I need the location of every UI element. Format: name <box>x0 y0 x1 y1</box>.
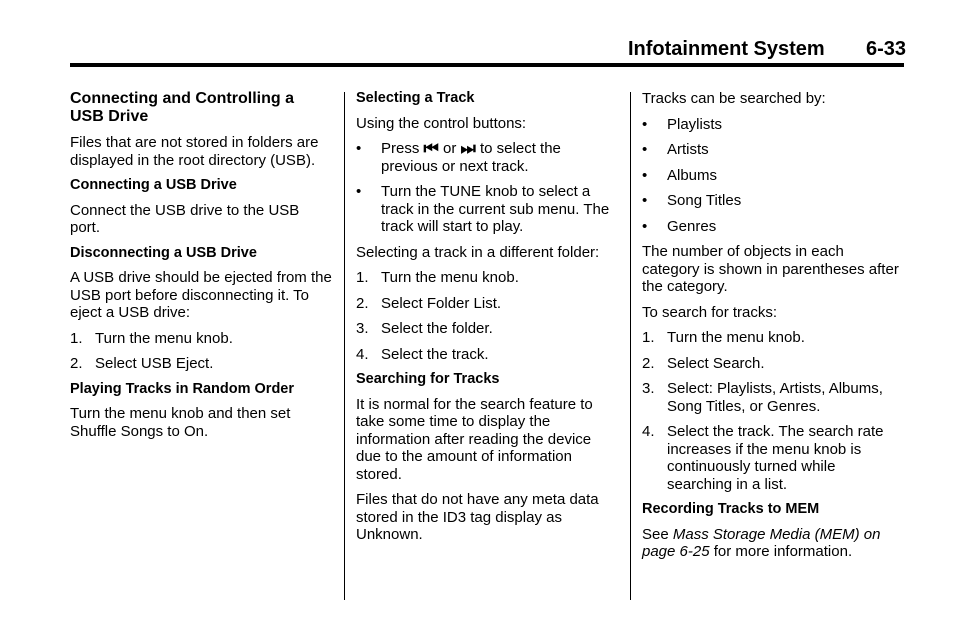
list-item <box>642 355 904 373</box>
paragraph <box>642 526 904 561</box>
list-item <box>642 192 904 210</box>
list-item-text: Turn the menu knob. <box>95 329 233 347</box>
list-item <box>356 140 618 175</box>
paragraph: Turn the menu knob and then set Shuffle Songs to On. <box>70 405 291 440</box>
list-item <box>642 116 904 134</box>
list-item <box>642 141 904 159</box>
paragraph: Files that do not have any meta data stored in the ID3 tag display as Unknown. <box>356 491 599 543</box>
list-item-text: Turn the menu knob. <box>381 269 519 286</box>
list-item-text: Artists <box>667 141 709 158</box>
bullet: • <box>642 192 648 209</box>
list-number: 2. <box>642 354 655 372</box>
list-item-text: Playlists <box>667 115 723 133</box>
paragraph: Selecting a track in a different folder: <box>356 243 600 261</box>
subheading: Selecting a Track <box>356 90 475 106</box>
list-item <box>70 355 332 373</box>
list-item <box>642 329 904 347</box>
search-by-list <box>642 116 904 236</box>
list-number: 3. <box>356 320 369 337</box>
list-item <box>356 295 618 313</box>
bullet: • <box>642 217 648 235</box>
column-3 <box>642 90 904 569</box>
list-item-text: Select Folder List. <box>381 294 502 312</box>
paragraph: Connect the USB drive to the USB port. <box>70 201 300 236</box>
bullet: • <box>356 183 362 200</box>
list-item-text: Genres <box>667 217 717 235</box>
list-number: 2. <box>356 294 369 312</box>
paragraph: The number of objects in each category is shown in parentheses after the category. <box>642 243 899 295</box>
list-item <box>356 320 618 338</box>
list-item-text: Turn the menu knob. <box>667 329 805 346</box>
list-item-text: Select the track. The search rate increases if the menu knob is continuously turned while searching in a list. <box>667 423 884 493</box>
cross-reference-link[interactable]: Mass Storage Media (MEM) on page 6-25 <box>642 525 881 560</box>
bullet: • <box>356 140 362 157</box>
skip-previous-icon: ⏮ <box>423 139 439 158</box>
control-buttons-list <box>356 140 618 236</box>
paragraph: A USB drive should be ejected from the USB port before disconnecting it. To eject a USB drive: <box>70 269 332 321</box>
list-number: 1. <box>642 329 655 346</box>
list-item <box>356 183 618 236</box>
paragraph: It is normal for the search feature to take some time to display the information after reading the device due to the amount of information stored. <box>356 395 593 483</box>
column-1 <box>70 90 332 448</box>
section-title: Infotainment System <box>628 38 825 60</box>
list-item-text: Select USB Eject. <box>95 355 214 372</box>
column-2 <box>356 90 618 552</box>
list-number: 4. <box>642 423 655 440</box>
column-divider <box>630 92 631 600</box>
list-number: 4. <box>356 345 369 363</box>
after-xref-text: for more information. <box>713 543 853 560</box>
list-item-text: Albums <box>667 166 718 184</box>
eject-steps-list <box>70 330 332 373</box>
bullet: • <box>642 141 648 158</box>
list-number: 1. <box>70 329 83 347</box>
list-number: 1. <box>356 269 369 286</box>
press-text: Press <box>381 140 420 157</box>
paragraph: Using the control buttons: <box>356 114 527 132</box>
list-item <box>642 218 904 236</box>
paragraph: Tracks can be searched by: <box>642 90 826 107</box>
folder-steps-list <box>356 269 618 363</box>
paragraph: Files that are not stored in folders are displayed in the root directory (USB). <box>70 134 319 169</box>
page-number: 6-33 <box>866 38 907 60</box>
list-number: 3. <box>642 380 655 397</box>
list-item-text: Select Search. <box>667 354 765 372</box>
list-item-text: Select the folder. <box>381 320 493 337</box>
list-item-text: Select the track. <box>381 345 489 363</box>
skip-next-icon: ⏭ <box>460 139 476 158</box>
subheading: Connecting a USB Drive <box>70 177 237 193</box>
or-text: or <box>443 140 457 157</box>
search-steps-list <box>642 329 904 493</box>
subheading: Recording Tracks to MEM <box>642 501 820 517</box>
list-item <box>642 380 904 415</box>
header-rule <box>70 63 904 67</box>
list-item-text: Select: Playlists, Artists, Albums, Song Titles, or Genres. <box>667 380 883 415</box>
subheading: Searching for Tracks <box>356 371 500 387</box>
section-heading: Connecting and Controlling a USB Drive <box>70 90 294 125</box>
list-item <box>642 167 904 185</box>
list-item-text: Song Titles <box>667 192 742 209</box>
list-item <box>356 346 618 364</box>
list-item <box>642 423 904 493</box>
see-text: See <box>642 525 669 543</box>
list-item <box>356 269 618 287</box>
column-divider <box>344 92 345 600</box>
paragraph: To search for tracks: <box>642 303 778 321</box>
bullet: • <box>642 166 648 184</box>
subheading: Disconnecting a USB Drive <box>70 244 257 261</box>
bullet: • <box>642 115 648 133</box>
list-item <box>70 330 332 348</box>
subheading: Playing Tracks in Random Order <box>70 380 295 397</box>
list-item-text: to select the previous or next track. <box>381 140 561 175</box>
list-number: 2. <box>70 355 83 372</box>
list-item-text: Turn the TUNE knob to select a track in the current sub menu. The track will start to play. <box>381 183 610 235</box>
